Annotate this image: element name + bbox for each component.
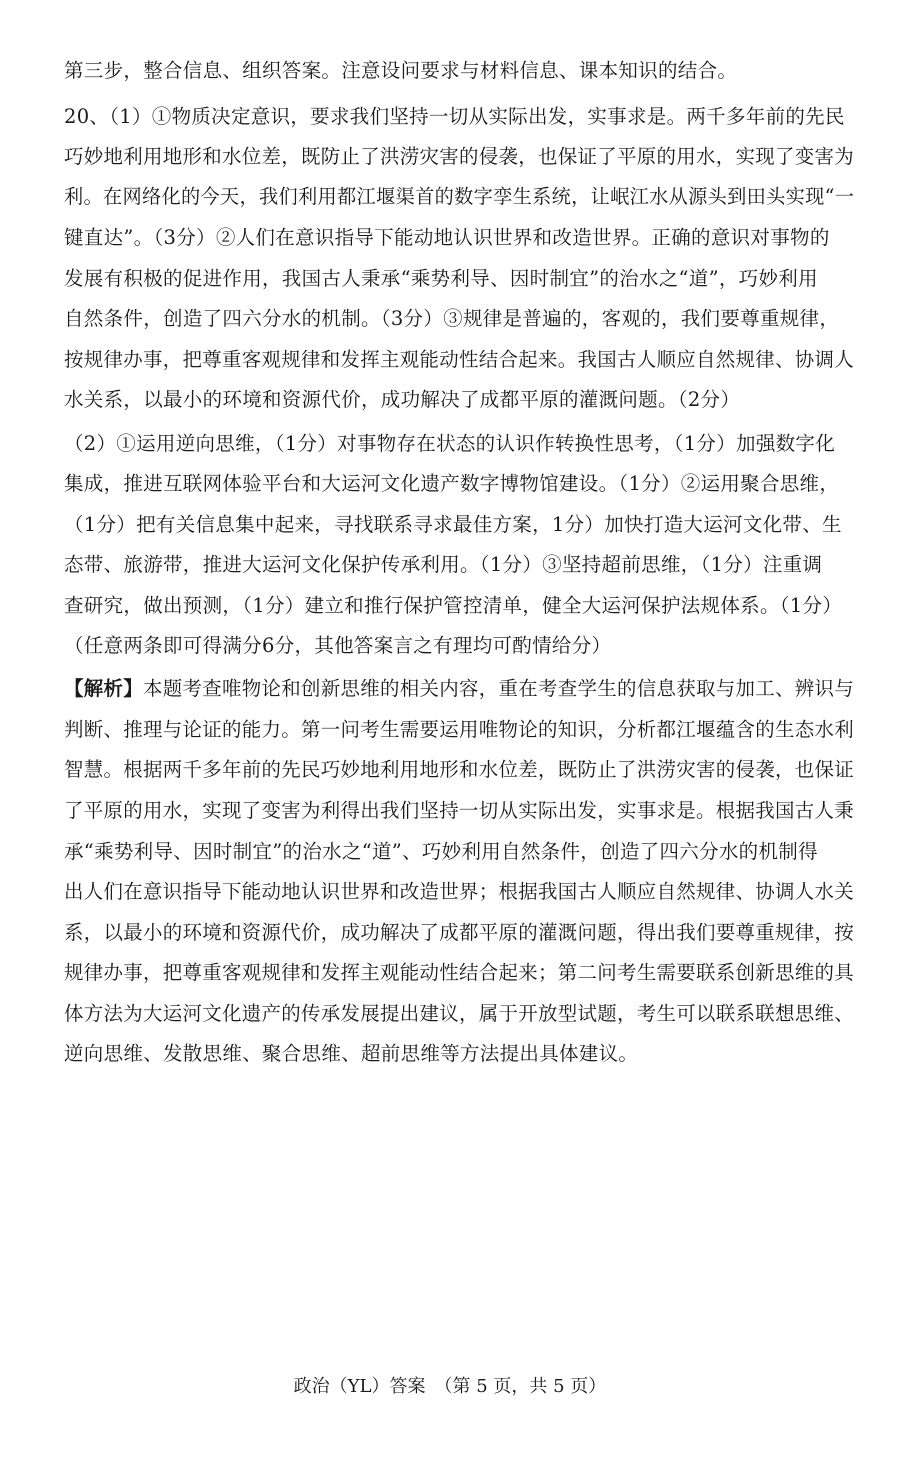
text-line: 态带、旅游带，推进大运河文化保护传承利用。（1分）③坚持超前思维，（1分）注重调 [64, 553, 823, 576]
text-line: （任意两条即可得满分6分，其他答案言之有理均可酌情给分） [64, 634, 612, 657]
text-line: 巧妙地利用地形和水位差，既防止了洪涝灾害的侵袭，也保证了平原的用水，实现了变害为 [64, 145, 855, 168]
analysis-text: 本题考查唯物论和创新思维的相关内容，重在考查学生的信息获取与加工、辨识与 [143, 677, 855, 700]
analysis-line: 承“乘势利导、因时制宜”的治水之“道”、巧妙利用自然条件，创造了四六分水的机制得 [64, 840, 818, 863]
analysis-line: 系，以最小的环境和资源代价，成功解决了成都平原的灌溉问题，得出我们要尊重规律，按 [64, 921, 855, 944]
text-line: 水关系，以最小的环境和资源代价，成功解决了成都平原的灌溉问题。（2分） [64, 388, 741, 411]
analysis-line: 体方法为大运河文化遗产的传承发展提出建议，属于开放型试题，考生可以联系联想思维、 [64, 1002, 855, 1025]
analysis-line: 规律办事，把尊重客观规律和发挥主观能动性结合起来；第二问考生需要联系创新思维的具 [64, 961, 855, 984]
text-line: 查研究，做出预测，（1分）建立和推行保护管控清单，健全大运河保护法规体系。（1分） [64, 594, 843, 617]
analysis-tag: 【解析】 [64, 677, 144, 700]
analysis-line: 逆向思维、发散思维、聚合思维、超前思维等方法提出具体建议。 [64, 1042, 639, 1065]
page-footer: 政治（YL）答案 （第 5 页，共 5 页） [293, 1376, 607, 1397]
text-line: （1分）把有关信息集中起来，寻找联系寻求最佳方案，1分）加快打造大运河文化带、生 [64, 513, 842, 536]
text-line: 第三步，整合信息、组织答案。注意设问要求与材料信息、课本知识的结合。 [64, 59, 738, 82]
text-line: 利。在网络化的今天，我们利用都江堰渠首的数字孪生系统，让岷江水从源头到田头实现“一 [64, 185, 855, 208]
text-line: （2）①运用逆向思维，（1分）对事物存在状态的认识作转换性思考，（1分）加强数字化 [64, 432, 836, 455]
analysis-line: 判断、推理与论证的能力。第一问考生需要运用唯物论的知识，分析都江堰蕴含的生态水利 [64, 718, 855, 741]
text-line: 自然条件，创造了四六分水的机制。（3分）③规律是普遍的，客观的，我们要尊重规律， [64, 307, 840, 330]
analysis-line: 出人们在意识指导下能动地认识世界和改造世界；根据我国古人顺应自然规律、协调人水关 [64, 880, 855, 903]
analysis-first-line [64, 675, 855, 703]
text-line: 集成，推进互联网体验平台和大运河文化遗产数字博物馆建设。（1分）②运用聚合思维， [64, 472, 840, 495]
analysis-line: 智慧。根据两千多年前的先民巧妙地利用地形和水位差，既防止了洪涝灾害的侵袭，也保证 [64, 758, 855, 781]
text-line: 20、（1）①物质决定意识，要求我们坚持一切从实际出发，实事求是。两千多年前的先民 [64, 105, 845, 128]
text-line: 发展有积极的促进作用，我国古人秉承“乘势利导、因时制宜”的治水之“道”，巧妙利用 [64, 267, 818, 290]
text-line: 按规律办事，把尊重客观规律和发挥主观能动性结合起来。我国古人顺应自然规律、协调人 [64, 348, 855, 371]
analysis-line: 了平原的用水，实现了变害为利得出我们坚持一切从实际出发，实事求是。根据我国古人秉 [64, 799, 855, 822]
text-line: 键直达”。（3分）②人们在意识指导下能动地认识世界和改造世界。正确的意识对事物的 [64, 226, 830, 249]
